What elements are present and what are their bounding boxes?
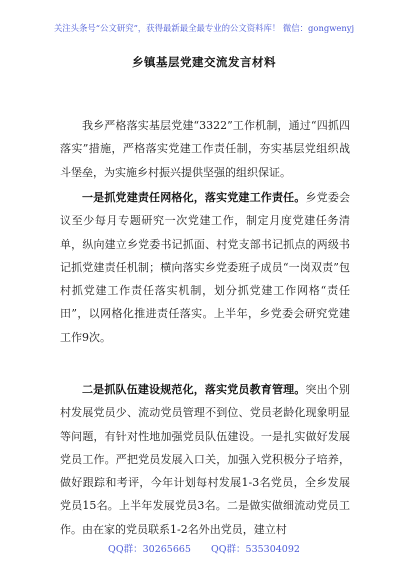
paragraph-intro [60,114,350,184]
footer-qq-group-2: QQ群：535304092 [210,544,300,555]
header-promo-note: 关注头条号“公文研究”，获得最新最全最专业的公文资料库！ 微信：gongwenyj [53,23,355,33]
paragraph-text: 我乡严格落实基层党建“3322”工作机制，通过“四抓四落实”措施，严格落实党建工作责任制，夯实基层党组织战斗堡垒，为实施乡村振兴提供坚强的组织保证。 [60,119,350,179]
footer-qq-groups [0,541,408,555]
paragraph-lead: 二是抓队伍建设规范化，落实党员教育管理。 [82,383,306,396]
paragraph-text: 突出个别村发展党员少、流动党员管理不到位、党员老龄化现象明显等问题，有针对性地加强党员队伍建设。一是扎实做好发展党员工作。严把党员发展入口关，加强入党积极分子培养，做好跟踪和考评，今年计划每村发展1-3名党员，全乡发展党员15名。上半年发展党员3名。二是做实做细流动党员工作。由在家的党员联系1-2名外出党员，建立村 [60,383,351,536]
paragraph-lead: 一是抓党建责任网格化，落实党建工作责任。 [82,191,306,204]
paragraph-responsibility [60,186,350,349]
document-title: 乡镇基层党建交流发言材料 [132,55,276,69]
paragraph-team-building [60,378,350,541]
footer-qq-group-1: QQ群：30265665 [108,544,191,555]
paragraph-text: 乡党委会议至少每月专题研究一次党建工作，制定月度党建任务清单，纵向建立乡党委书记抓面、村党支部书记抓点的两级书记抓党建责任机制；横向落实乡党委班子成员“一岗双责”包村抓党建工作责任落实机制，划分抓党建工作网格“责任田”，以网格化推进责任落实。上半年，乡党委会研究党建工作9次。 [60,191,351,344]
